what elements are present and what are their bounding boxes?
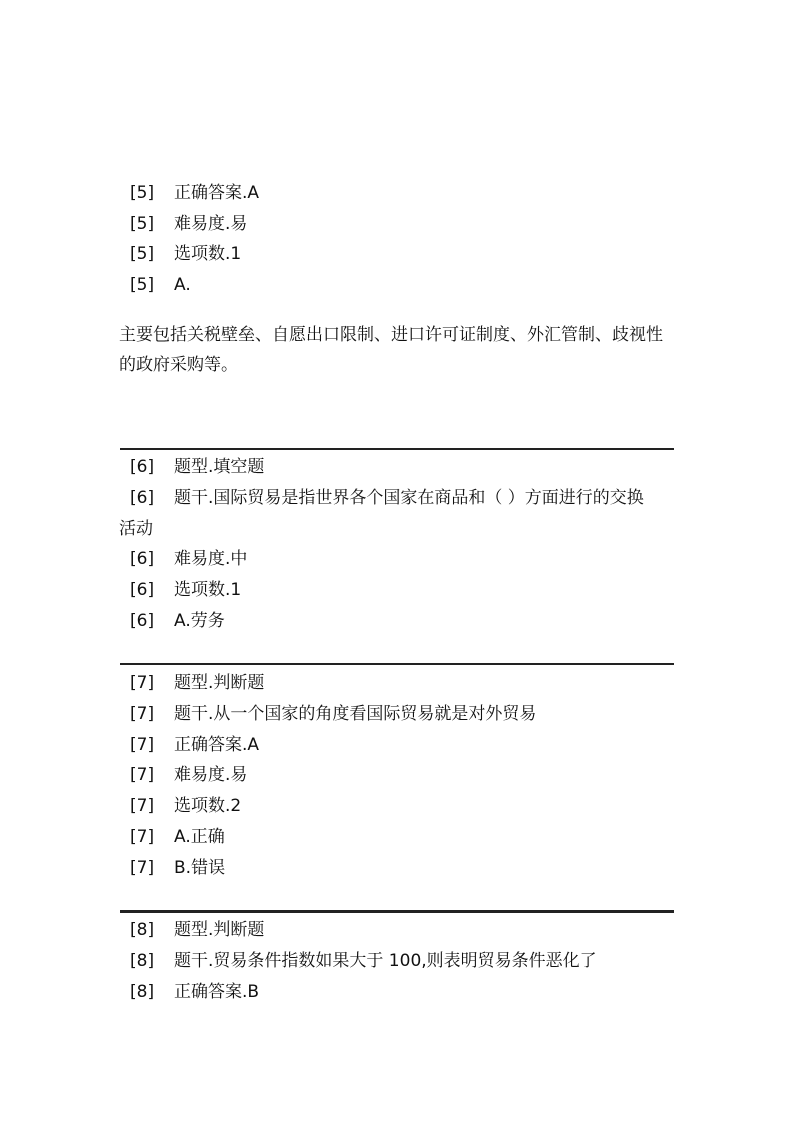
question-number: [7] [130,765,155,785]
question-number: [5] [130,183,155,203]
question-stem-text: 题干.贸易条件指数如果大于 100,则表明贸易条件恶化了 [174,951,597,971]
option-text: B.错误 [174,858,226,878]
question-number: [5] [130,275,155,295]
question-number: [8] [130,982,155,1002]
question-number: [5] [130,214,155,234]
question-divider [120,663,674,665]
question-line [130,950,597,972]
question-line [130,274,191,296]
question-line [130,826,225,848]
question-type-text: 题型.判断题 [174,673,265,693]
difficulty-text: 难易度.中 [174,549,248,569]
question-number: [7] [130,858,155,878]
question-line [130,672,264,694]
question-number: [6] [130,580,155,600]
question-stem-text: 题干.国际贸易是指世界各个国家在商品和（ ）方面进行的交换 [174,488,644,508]
option-text: A.正确 [174,827,225,847]
question-number: [7] [130,796,155,816]
option-count-text: 选项数.2 [174,796,242,816]
question-number: [8] [130,951,155,971]
option-text: A. [174,275,191,295]
question-line [130,610,225,632]
option-count-text: 选项数.1 [174,244,242,264]
question-line [130,764,247,786]
question-number: [7] [130,735,155,755]
difficulty-text: 难易度.易 [174,765,248,785]
question-line [130,213,247,235]
answer-text: 正确答案.A [174,735,260,755]
question-line [130,548,247,570]
question-number: [6] [130,457,155,477]
question-line [130,919,264,941]
question-line [130,182,259,204]
answer-text: 正确答案.B [174,982,260,1002]
question-number: [6] [130,488,155,508]
question-line [130,795,241,817]
question-number: [7] [130,827,155,847]
question-number: [6] [130,549,155,569]
option-text: A.劳务 [174,611,225,631]
question-line [130,243,241,265]
answer-text: 正确答案.A [174,183,260,203]
explanation-paragraph: 主要包括关税壁垒、自愿出口限制、进口许可证制度、外汇管制、歧视性的政府采购等。 [119,325,663,375]
question-line [130,981,259,1003]
difficulty-text: 难易度.易 [174,214,248,234]
question-line [130,857,225,879]
question-stem-text: 题干.从一个国家的角度看国际贸易就是对外贸易 [174,704,537,724]
question-type-text: 题型.判断题 [174,920,265,940]
question-number: [8] [130,920,155,940]
question-number: [7] [130,673,155,693]
question-line [130,703,536,725]
question-type-text: 题型.填空题 [174,457,265,477]
question-stem-continuation: 活动 [119,519,153,539]
question-line [130,579,241,601]
question-line [130,734,259,756]
question-number: [7] [130,704,155,724]
question-stem [119,483,675,545]
question-divider [120,910,674,913]
question-number: [5] [130,244,155,264]
question-divider [120,448,674,450]
question-number: [6] [130,611,155,631]
option-count-text: 选项数.1 [174,580,242,600]
question-line [130,456,264,478]
